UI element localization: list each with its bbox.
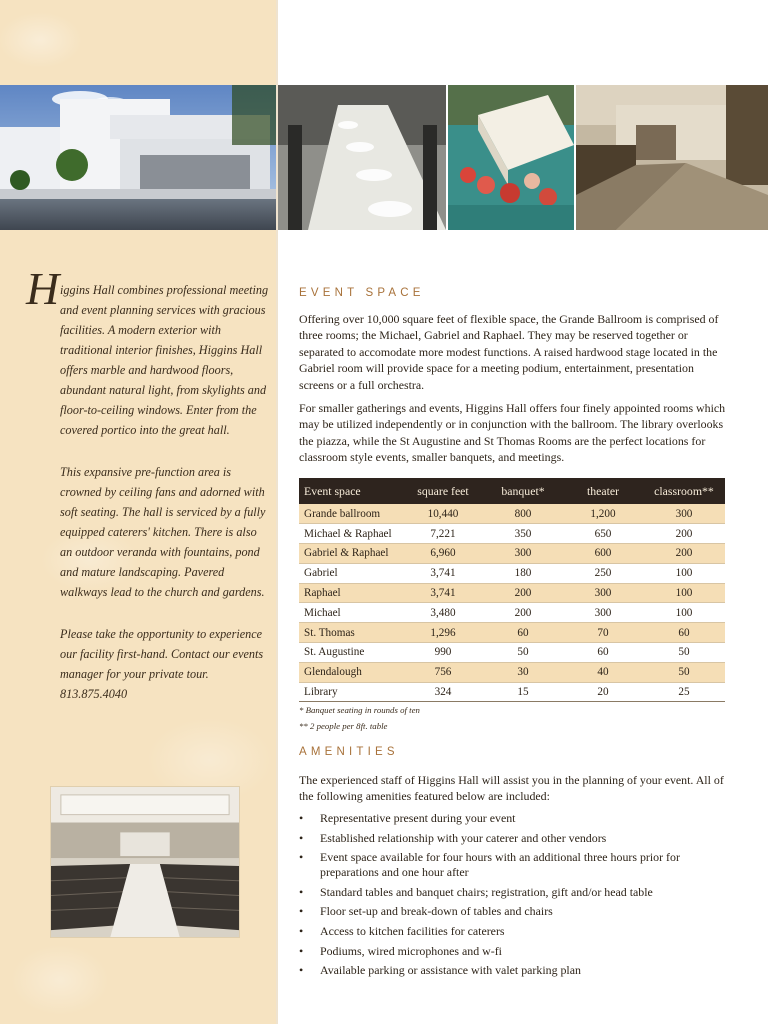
cell-room: St. Thomas	[299, 623, 403, 643]
list-item: • Floor set-up and break-down of tables and chairs	[299, 904, 729, 919]
cell-banquet: 800	[483, 504, 563, 524]
table-row	[299, 563, 725, 583]
cell-theater: 1,200	[563, 504, 643, 524]
cell-classroom: 25	[643, 682, 725, 702]
table-row	[299, 682, 725, 702]
table-row	[299, 603, 725, 623]
table-row	[299, 662, 725, 682]
cell-room: Grande ballroom	[299, 504, 403, 524]
footnote-classroom: ** 2 people per 8ft. table	[299, 721, 388, 731]
amenities-list	[299, 811, 729, 983]
table-row	[299, 544, 725, 564]
cell-sqft: 756	[403, 662, 483, 682]
table-row	[299, 623, 725, 643]
cell-theater: 300	[563, 603, 643, 623]
cell-room: Glendalough	[299, 662, 403, 682]
cell-theater: 60	[563, 643, 643, 663]
cell-theater: 40	[563, 662, 643, 682]
header-banquet: banquet*	[483, 478, 563, 504]
amenities-heading: AMENITIES	[299, 746, 399, 758]
intro-dropcap: H	[26, 263, 60, 314]
cell-classroom: 100	[643, 603, 725, 623]
cell-room: Gabriel & Raphael	[299, 544, 403, 564]
cell-room: Raphael	[299, 583, 403, 603]
cell-room: Gabriel	[299, 563, 403, 583]
list-item: • Event space available for four hours with an additional three hours prior for preparations and one hour after	[299, 850, 729, 880]
building-exterior-photo	[0, 85, 276, 230]
capacity-table-header	[299, 478, 725, 504]
cell-room: Michael	[299, 603, 403, 623]
cell-sqft: 3,741	[403, 583, 483, 603]
cell-banquet: 30	[483, 662, 563, 682]
table-row	[299, 524, 725, 544]
list-item: • Representative present during your event	[299, 811, 729, 826]
capacity-table	[299, 478, 725, 702]
cell-classroom: 200	[643, 524, 725, 544]
cell-sqft: 990	[403, 643, 483, 663]
event-space-paragraph-2: For smaller gatherings and events, Higgins Hall offers four finely appointed rooms which may be utilized independently or in conjunction with the ballroom. The library overlooks the piazza, while the St Augustine and St Thomas Rooms are the perfect locations for classroom style events, smaller banquets, and meetings.	[299, 401, 726, 465]
cell-room: St. Augustine	[299, 643, 403, 663]
cell-classroom: 300	[643, 504, 725, 524]
cell-classroom: 50	[643, 662, 725, 682]
cell-classroom: 60	[643, 623, 725, 643]
intro-paragraph-2: This expansive pre-function area is crowned by ceiling fans and adorned with soft seating. The hall is serviced by a fully equipped caterers' kitchen. There is also an outdoor veranda with fountains, pond and mature landscaping. Pavered walkways lead to the church and gardens.	[60, 465, 266, 599]
cell-banquet: 200	[483, 603, 563, 623]
cell-sqft: 3,480	[403, 603, 483, 623]
list-item: • Podiums, wired microphones and w-fi	[299, 944, 729, 959]
ballroom-interior-photo	[50, 786, 240, 938]
cell-theater: 300	[563, 583, 643, 603]
list-item: • Available parking or assistance with valet parking plan	[299, 963, 729, 978]
cell-banquet: 300	[483, 544, 563, 564]
cell-sqft: 6,960	[403, 544, 483, 564]
table-row	[299, 583, 725, 603]
cell-sqft: 3,741	[403, 563, 483, 583]
cell-theater: 20	[563, 682, 643, 702]
cell-sqft: 7,221	[403, 524, 483, 544]
intro-paragraph-1: iggins Hall combines professional meeting and event planning services with gracious facilities. A modern exterior with traditional interior finishes, Higgins Hall offers marble and hardwood floors, abundant natural light, from skylights and floor-to-ceiling windows. Enter from the covered portico into the great hall.	[60, 283, 269, 437]
cell-banquet: 350	[483, 524, 563, 544]
cell-banquet: 15	[483, 682, 563, 702]
cell-classroom: 200	[643, 544, 725, 564]
cell-theater: 650	[563, 524, 643, 544]
cell-banquet: 180	[483, 563, 563, 583]
cell-theater: 250	[563, 563, 643, 583]
cell-sqft: 1,296	[403, 623, 483, 643]
list-item: • Access to kitchen facilities for caterers	[299, 924, 729, 939]
amenities-intro: The experienced staff of Higgins Hall will assist you in the planning of your event. All of the following amenities featured below are included:	[299, 773, 724, 804]
cell-classroom: 50	[643, 643, 725, 663]
table-row	[299, 504, 725, 524]
event-space-paragraph-1: Offering over 10,000 square feet of flexible space, the Grande Ballroom is comprised of three rooms; the Michael, Gabriel and Raphael. They may be reserved together or separated to accomodate more modest functions. A raised hardwood stage located in the Gabriel room will provide space for a meeting podium, entertainment, presentation screens or a full orchestra.	[299, 312, 719, 392]
header-theater: theater	[563, 478, 643, 504]
cell-room: Library	[299, 682, 403, 702]
cell-classroom: 100	[643, 583, 725, 603]
cake-photo	[448, 85, 574, 230]
cell-banquet: 50	[483, 643, 563, 663]
list-item: • Standard tables and banquet chairs; registration, gift and/or head table	[299, 885, 729, 900]
footnote-banquet: * Banquet seating in rounds of ten	[299, 705, 420, 715]
cell-banquet: 200	[483, 583, 563, 603]
intro-paragraph-3: Please take the opportunity to experience our facility first-hand. Contact our events manager for your private tour. 813.875.4040	[60, 627, 264, 701]
courtyard-photo	[576, 85, 768, 230]
cell-sqft: 10,440	[403, 504, 483, 524]
cell-banquet: 60	[483, 623, 563, 643]
event-space-heading: EVENT SPACE	[299, 287, 425, 299]
header-classroom: classroom**	[643, 478, 725, 504]
cell-theater: 600	[563, 544, 643, 564]
header-square-feet: square feet	[403, 478, 483, 504]
cell-sqft: 324	[403, 682, 483, 702]
intro-text	[60, 280, 270, 726]
table-row	[299, 643, 725, 663]
banquet-table-photo	[278, 85, 446, 230]
list-item: • Established relationship with your caterer and other vendors	[299, 831, 729, 846]
cell-classroom: 100	[643, 563, 725, 583]
cell-room: Michael & Raphael	[299, 524, 403, 544]
header-event-space: Event space	[299, 478, 403, 504]
cell-theater: 70	[563, 623, 643, 643]
